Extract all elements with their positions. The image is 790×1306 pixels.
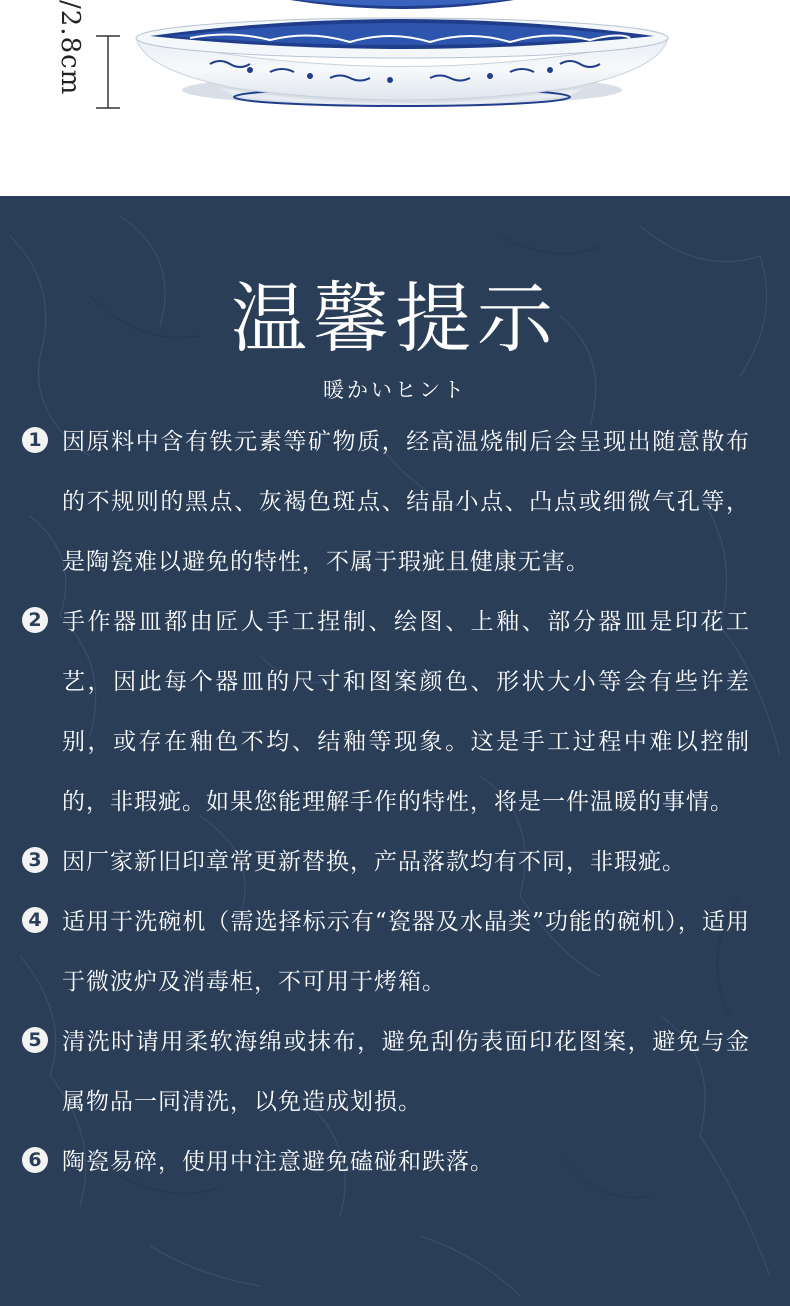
page-subtitle: 暖かいヒント — [323, 378, 467, 402]
tip-text: 因厂家新旧印章常更新替换，产品落款均有不同，非瑕疵。 — [62, 849, 686, 875]
warm-tips-section — [0, 196, 790, 1306]
tip-item-1 — [0, 412, 790, 592]
page-title: 温馨提示 — [231, 274, 559, 363]
number-badge: 6 — [22, 1147, 48, 1173]
dimension-bracket-icon — [90, 30, 126, 114]
product-image-section — [0, 0, 790, 196]
tip-item-2 — [0, 592, 790, 832]
tips-list — [0, 412, 790, 1192]
tip-text: 适用于洗碗机（需选择标示有“瓷器及水晶类”功能的碗机），适用于微波炉及消毒柜，不可用于烤箱。 — [62, 909, 750, 995]
tip-text: 陶瓷易碎，使用中注意避免磕碰和跌落。 — [62, 1149, 494, 1175]
tip-text: 清洗时请用柔软海绵或抹布，避免刮伤表面印花图案，避免与金属物品一同清洗，以免造成划损。 — [62, 1029, 750, 1115]
number-badge: 2 — [22, 607, 48, 633]
tip-item-4 — [0, 892, 790, 1012]
tip-text: 因原料中含有铁元素等矿物质，经高温烧制后会呈现出随意散布的不规则的黑点、灰褐色斑点、结晶小点、凸点或细微气孔等，是陶瓷难以避免的特性，不属于瑕疵且健康无害。 — [62, 429, 750, 575]
number-badge: 3 — [22, 847, 48, 873]
tip-text: 手作器皿都由匠人手工捏制、绘图、上釉、部分器皿是印花工艺，因此每个器皿的尺寸和图案颜色、形状大小等会有些许差别，或存在釉色不均、结釉等现象。这是手工过程中难以控制的，非瑕疵。如果您能理解手作的特性，将是一件温暖的事情。 — [62, 609, 750, 815]
number-badge: 1 — [22, 427, 48, 453]
number-badge: 5 — [22, 1027, 48, 1053]
tip-item-6 — [0, 1132, 790, 1192]
blue-white-porcelain-plate — [130, 0, 675, 120]
tip-item-5 — [0, 1012, 790, 1132]
height-dimension-label: /2.8cm — [55, 0, 85, 96]
number-badge: 4 — [22, 907, 48, 933]
tip-item-3 — [0, 832, 790, 892]
